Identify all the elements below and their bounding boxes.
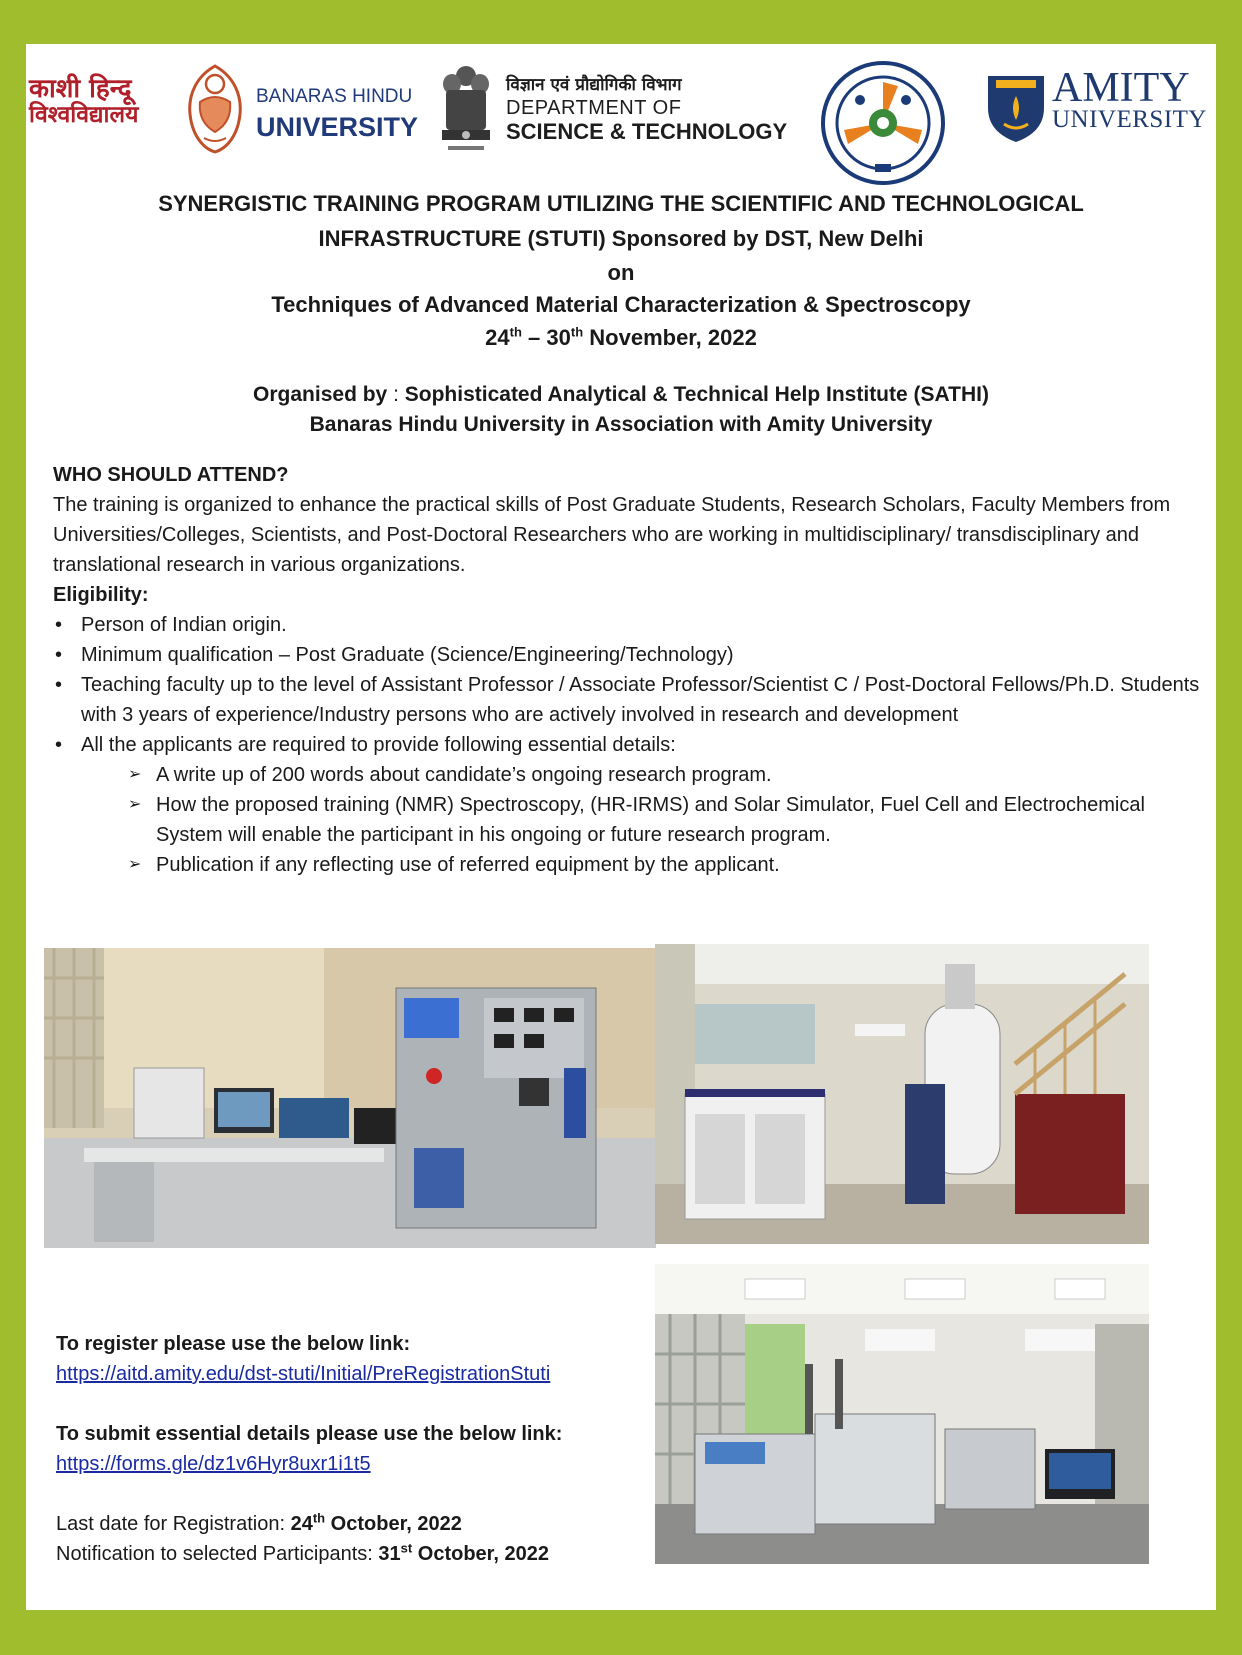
sathi-logo-icon — [820, 60, 946, 186]
last-date-suffix: th — [312, 1510, 326, 1526]
notification-day: 31 — [378, 1543, 401, 1565]
photo-hr-irms-lab — [655, 1264, 1149, 1564]
eligibility-item: • Person of Indian origin. — [55, 614, 287, 636]
bhu-hindi-line2: विश्वविद्यालय — [29, 102, 139, 128]
photo-nmr-spectrometer — [655, 944, 1149, 1244]
flyer-page — [26, 44, 1216, 1610]
logo-row — [26, 44, 1216, 169]
date-start-day: 24 — [485, 325, 510, 350]
who-title: WHO SHOULD ATTEND? — [53, 464, 289, 486]
body-text — [53, 460, 1203, 880]
registration-block — [56, 1329, 562, 1569]
organised-by — [26, 383, 1216, 407]
last-date-line — [56, 1509, 562, 1539]
amity-shield-icon — [984, 72, 1048, 144]
last-date-day: 24 — [290, 1513, 313, 1535]
notification-month-year: October, 2022 — [412, 1543, 549, 1565]
title-line2: INFRASTRUCTURE (STUTI) Sponsored by DST, New Delhi — [318, 226, 924, 251]
date-month-year: November, 2022 — [583, 325, 757, 350]
eligibility-item: • Teaching faculty up to the level of Assistant Professor / Associate Professor/Scientist C / Post-Doctoral Fellows/Ph.D. Students with 3 years of experience/Industry persons who are actively involved in research and development — [55, 674, 1200, 726]
essential-detail-item: ➢ How the proposed training (NMR) Spectroscopy, (HR-IRMS) and Solar Simulator, Fuel Cell and Electrochemical System will enable the participant in his ongoing or future research program. — [128, 790, 1203, 850]
last-date-label: Last date for Registration: — [56, 1513, 291, 1535]
bhu-english-logotype — [256, 82, 418, 142]
eligibility-list — [53, 610, 1203, 760]
bhu-en-line2: UNIVERSITY — [256, 112, 419, 142]
dst-line1: DEPARTMENT OF — [506, 97, 682, 119]
national-emblem-icon — [438, 60, 494, 160]
essential-detail-item: ➢ A write up of 200 words about candidate’s ongoing research program. — [128, 760, 1203, 790]
eligibility-title: Eligibility: — [53, 584, 149, 606]
photo-solar-simulator-lab — [44, 948, 656, 1248]
register-label: To register please use the below link: — [56, 1333, 411, 1355]
eligibility-item: • All the applicants are required to provide following essential details: — [55, 734, 676, 756]
bhu-hindi-logotype — [29, 76, 138, 128]
organised-colon: : — [387, 383, 405, 406]
title-line1: SYNERGISTIC TRAINING PROGRAM UTILIZING THE SCIENTIFIC AND TECHNOLOGICAL — [158, 191, 1084, 216]
dst-logotype — [506, 74, 787, 143]
date-end-suffix: th — [570, 324, 584, 340]
essential-details-list — [53, 760, 1203, 880]
bhu-seal-icon — [182, 62, 248, 154]
organised-line1: Sophisticated Analytical & Technical Help Institute (SATHI) — [404, 383, 989, 406]
notification-label: Notification to selected Participants: — [56, 1543, 379, 1565]
amity-line2: UNIVERSITY — [1052, 106, 1207, 133]
arrow-icon: ➢ — [128, 856, 142, 873]
submit-details-label: To submit essential details please use the below link: — [56, 1423, 563, 1445]
essential-detail-item: ➢ Publication if any reflecting use of referred equipment by the applicant. — [128, 850, 1203, 880]
bhu-en-line1: BANARAS HINDU — [256, 86, 413, 107]
organised-label: Organised by — [253, 383, 388, 406]
submit-details-link[interactable]: https://forms.gle/dz1v6Hyr8uxr1i1t5 — [56, 1453, 371, 1475]
dst-hindi-line: विज्ञान एवं प्रौद्योगिकी विभाग — [506, 75, 682, 95]
program-dates — [26, 325, 1216, 351]
program-subject: Techniques of Advanced Material Characterization & Spectroscopy — [271, 292, 971, 317]
title-on: on — [607, 260, 635, 285]
amity-line1: AMITY — [1052, 65, 1190, 111]
who-paragraph: The training is organized to enhance the practical skills of Post Graduate Students, Research Scholars, Faculty Members from Universities/Colleges, Scientists, and Post-Doctoral Researchers who are working in multidisciplinary/ transdisciplinary and translational research in various organizations. — [53, 494, 1171, 576]
last-date-month-year: October, 2022 — [325, 1513, 462, 1535]
organised-line2: Banaras Hindu University in Association with Amity University — [309, 413, 933, 436]
bhu-hindi-line1: काशी हिन्दू — [29, 74, 132, 104]
arrow-icon: ➢ — [128, 796, 142, 813]
date-separator: – 30 — [521, 325, 571, 350]
date-start-suffix: th — [509, 324, 522, 340]
amity-logotype — [1052, 65, 1207, 136]
arrow-icon: ➢ — [128, 766, 142, 783]
register-link[interactable]: https://aitd.amity.edu/dst-stuti/Initial/PreRegistrationStuti — [56, 1363, 551, 1385]
dst-line2: SCIENCE & TECHNOLOGY — [506, 119, 788, 144]
eligibility-item: • Minimum qualification – Post Graduate (Science/Engineering/Technology) — [55, 644, 734, 666]
notification-suffix: st — [400, 1540, 413, 1556]
notification-line — [56, 1539, 562, 1569]
